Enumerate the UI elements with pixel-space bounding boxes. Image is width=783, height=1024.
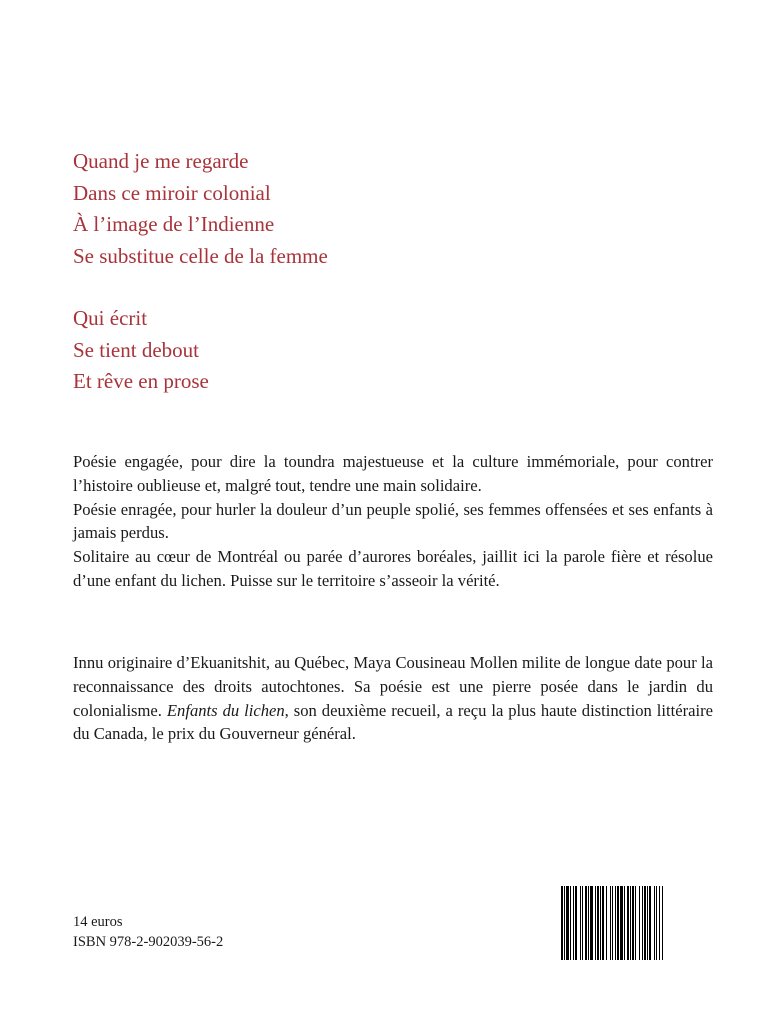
book-description [73,450,713,593]
description-paragraph: Solitaire au cœur de Montréal ou parée d’aurores boréales, jaillit ici la parole fière et résolue d’une enfant du lichen. Puisse sur le territoire s’asseoir la vérité. [73,547,713,590]
price-isbn-block [73,912,223,952]
bio-text: , son deuxième recueil, a reçu la plus haute distinction littéraire du Canada, le prix du Gouverneur général. [73,700,713,744]
poem-line: Se tient debout [73,337,199,362]
poem-line: Se substitue celle de la femme [73,243,328,268]
author-bio [73,651,713,746]
poem-line: Dans ce miroir colonial [73,180,271,205]
description-paragraph: Poésie engagée, pour dire la toundra majestueuse et la culture immémoriale, pour contrer l’histoire oublieuse et, malgré tout, tendre une main solidaire. [73,452,713,495]
poem-stanza-1 [73,146,328,272]
barcode-image [561,886,711,960]
description-paragraph: Poésie enragée, pour hurler la douleur d’un peuple spolié, ses femmes offensées et ses enfants à jamais perdus. [73,499,713,543]
poem-line: À l’image de l’Indienne [73,212,275,236]
bio-text: Innu originaire d’Ekuanitshit, au Québec, Maya Cousineau Mollen milite de longue date pour la reconnaissance des droits autochtones. Sa poésie est une pierre posée dans le jardin du colonialisme. [73,653,713,720]
poem-line: Quand je me regarde [73,149,249,173]
author-bio-paragraph [73,651,713,746]
poem-line: Qui écrit [73,306,148,330]
book-title: Enfants du lichen [166,700,285,720]
isbn: ISBN 978-2-902039-56-2 [73,934,224,950]
epigraph-poem [73,146,328,398]
poem-stanza-2 [73,303,328,398]
poem-line: Et rêve en prose [73,369,209,393]
price: 14 euros [73,914,123,930]
